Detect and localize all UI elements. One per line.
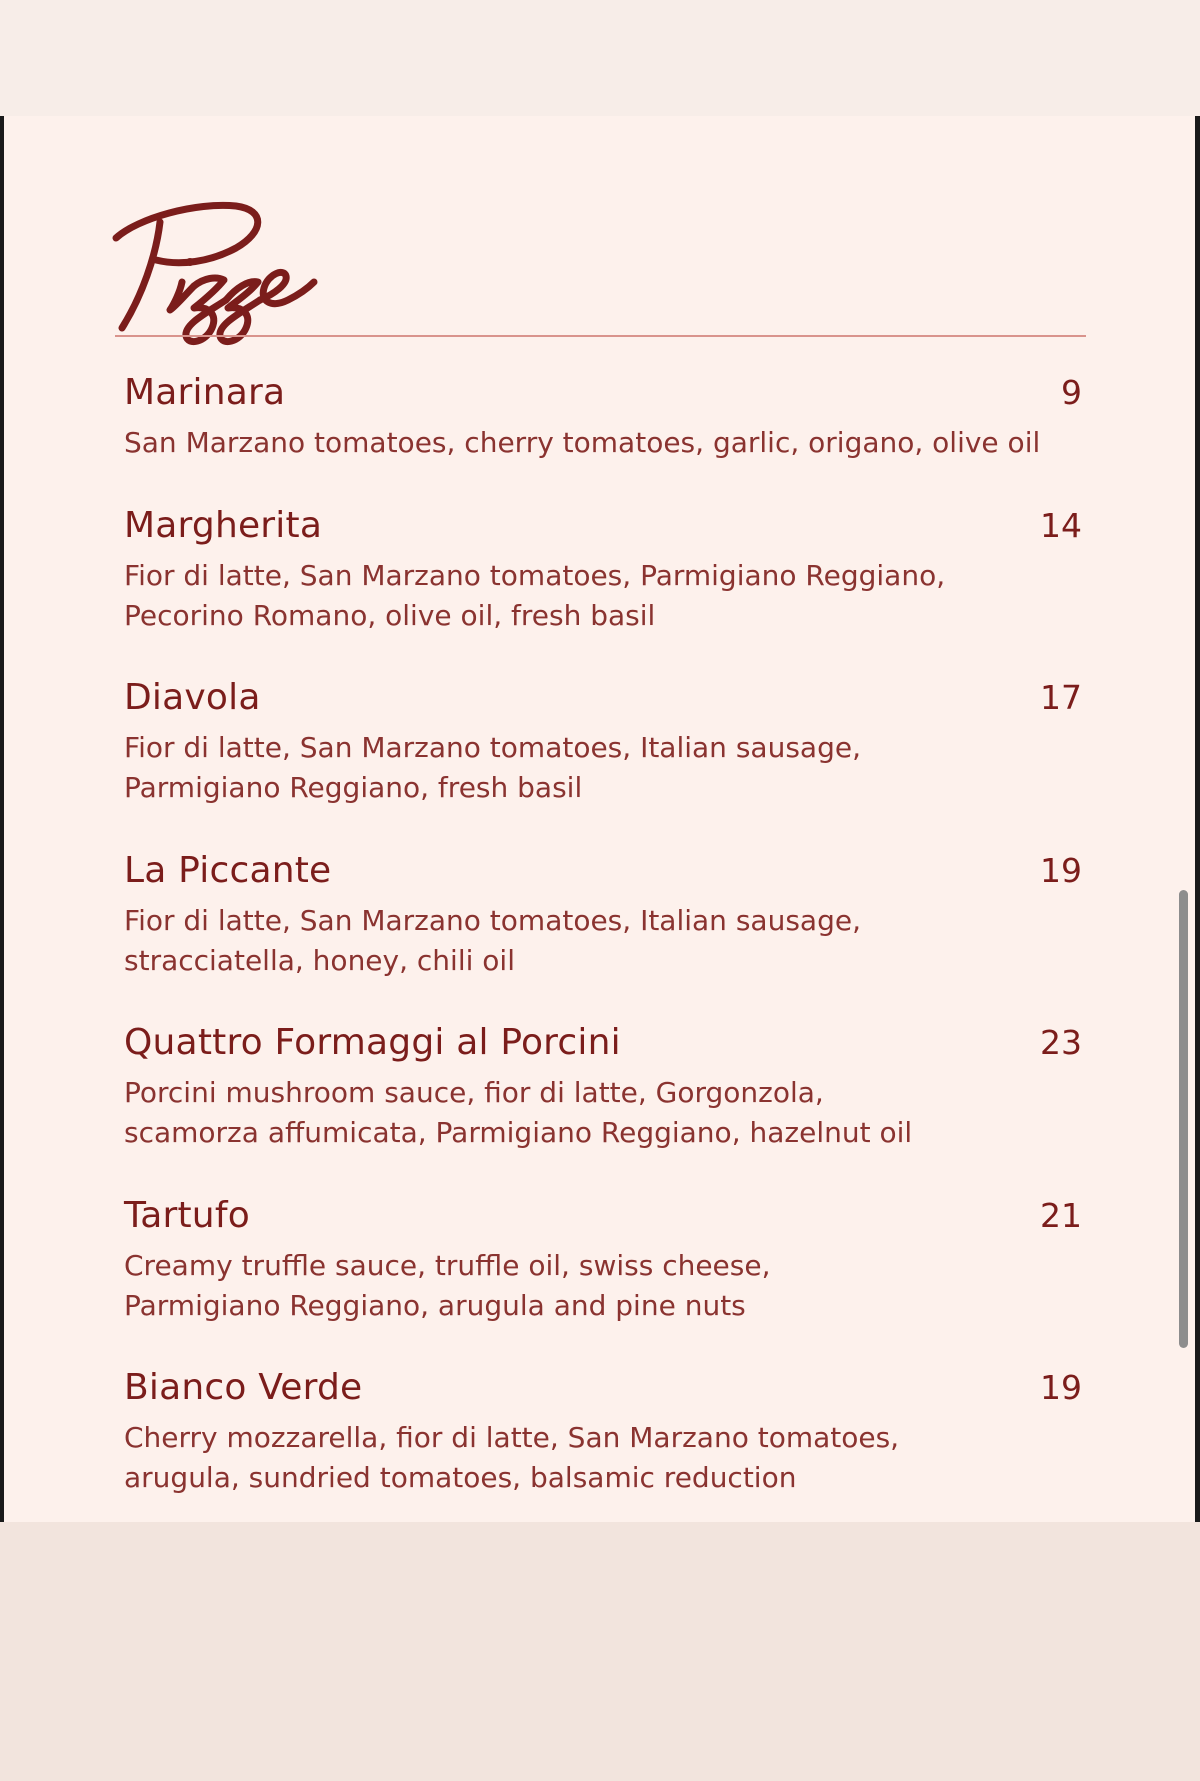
item-price: 19 (1040, 1368, 1082, 1407)
menu-item-header (124, 850, 1084, 891)
menu-item (124, 1195, 1084, 1326)
menu-item-header (124, 1195, 1084, 1236)
item-description: Fior di latte, San Marzano tomatoes, Italian sausage, stracciatella, honey, chili oil (124, 904, 861, 977)
item-price: 21 (1040, 1196, 1082, 1235)
vertical-scrollbar[interactable] (1179, 890, 1188, 1348)
item-name: Diavola (124, 677, 261, 718)
item-price: 17 (1040, 678, 1082, 717)
item-price: 19 (1040, 851, 1082, 890)
menu-item (124, 677, 1084, 808)
item-description: Creamy truffle sauce, truffle oil, swiss cheese, Parmigiano Reggiano, arugula and pine nuts (124, 1249, 771, 1322)
item-name: Tartufo (124, 1195, 250, 1236)
menu-item (124, 505, 1084, 636)
item-name: Bianco Verde (124, 1367, 363, 1408)
item-description: Fior di latte, San Marzano tomatoes, Parmigiano Reggiano, Pecorino Romano, olive oil, fresh basil (124, 559, 946, 632)
pizze-script-title (108, 196, 338, 376)
title-divider (115, 335, 1086, 337)
menu-title (108, 196, 338, 376)
menu-item-header (124, 1022, 1084, 1063)
item-description: Fior di latte, San Marzano tomatoes, Italian sausage, Parmigiano Reggiano, fresh basil (124, 731, 861, 804)
item-description: San Marzano tomatoes, cherry tomatoes, garlic, origano, olive oil (124, 426, 1041, 459)
item-description: Cherry mozzarella, fior di latte, San Marzano tomatoes, arugula, sundried tomatoes, balsamic reduction (124, 1421, 900, 1494)
item-price: 9 (1061, 373, 1082, 412)
menu-item-header (124, 1367, 1084, 1408)
item-name: Marinara (124, 372, 286, 413)
item-price: 23 (1040, 1023, 1082, 1062)
menu-item (124, 1367, 1084, 1498)
bottom-band (0, 1522, 1200, 1781)
menu-item (124, 850, 1084, 981)
item-name: Quattro Formaggi al Porcini (124, 1022, 621, 1063)
item-description: Porcini mushroom sauce, fior di latte, Gorgonzola, scamorza affumicata, Parmigiano Reggiano, hazelnut oil (124, 1076, 913, 1149)
menu-item-header (124, 677, 1084, 718)
menu-item-header (124, 505, 1084, 546)
menu-item (124, 1022, 1084, 1153)
menu-item-header (124, 372, 1084, 413)
item-price: 14 (1040, 506, 1082, 545)
item-name: Margherita (124, 505, 323, 546)
top-band (0, 0, 1200, 116)
item-name: La Piccante (124, 850, 332, 891)
menu-item (124, 372, 1084, 463)
